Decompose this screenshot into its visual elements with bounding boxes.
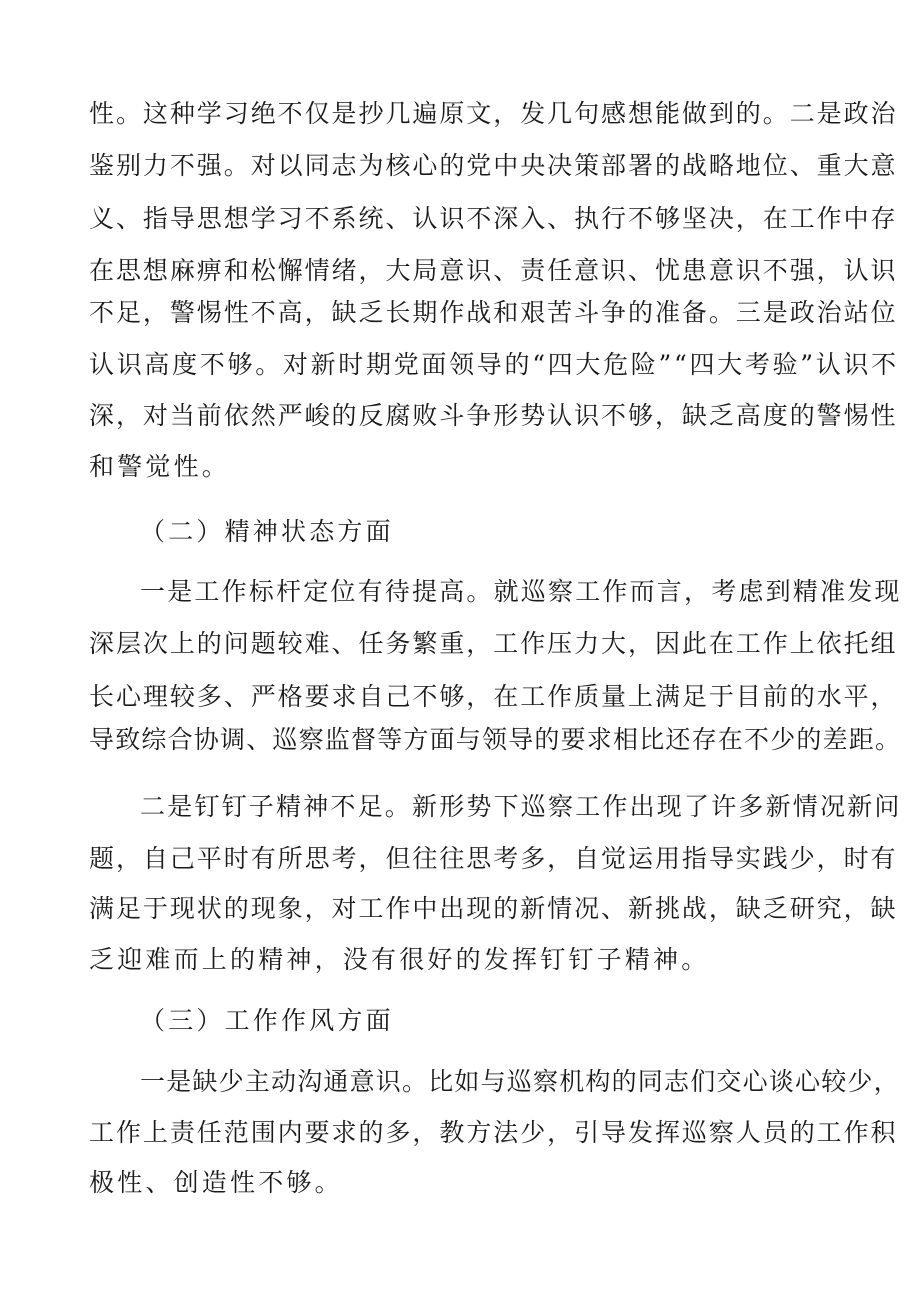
- text-line: 深，对当前依然严峻的反腐败斗争形势认识不够，缺乏高度的警惕性: [89, 401, 898, 430]
- section-heading-work-style: （三）工作作风方面: [140, 1006, 394, 1035]
- text-line: 乏迎难而上的精神，没有很好的发挥钉钉子精神。: [89, 945, 710, 974]
- text-line: 认识高度不够。对新时期党面领导的“四大危险”“四大考验”认识不: [89, 350, 899, 379]
- text-line: 极性、创造性不够。: [89, 1168, 343, 1197]
- section-heading-spirit: （二）精神状态方面: [140, 517, 394, 546]
- text-line: 一是工作标杆定位有待提高。就巡察工作而言，考虑到精准发现: [140, 577, 902, 606]
- text-line: 长心理较多、严格要求自己不够，在工作质量上满足于目前的水平，: [89, 682, 898, 711]
- text-line: 二是钉钉子精神不足。新形势下巡察工作出现了许多新情况新问: [140, 792, 902, 821]
- text-line: 一是缺少主动沟通意识。比如与巡察机构的同志们交心谈心较少，: [140, 1067, 900, 1096]
- text-line: 鉴别力不强。对以同志为核心的党中央决策部署的战略地位、重大意: [89, 151, 898, 180]
- text-line: 义、指导思想学习不系统、认识不深入、执行不够坚决，在工作中存: [89, 204, 898, 233]
- text-line: 题，自己平时有所思考，但往往思考多，自觉运用指导实践少，时有: [89, 844, 898, 873]
- text-line: 和警觉性。: [89, 452, 231, 481]
- text-line: 不足，警惕性不高，缺乏长期作战和艰苦斗争的准备。三是政治站位: [89, 298, 898, 327]
- text-line: 工作上责任范围内要求的多，教方法少，引导发挥巡察人员的工作积: [89, 1118, 898, 1147]
- text-line: 在思想麻痹和松懈情绪，大局意识、责任意识、忧患意识不强，认识: [89, 256, 898, 285]
- text-line: 性。这种学习绝不仅是抄几遍原文，发几句感想能做到的。二是政治: [89, 99, 898, 128]
- text-line: 深层次上的问题较难、任务繁重，工作压力大，因此在工作上依托组: [89, 629, 898, 658]
- text-line: 满足于现状的现象，对工作中出现的新情况、新挑战，缺乏研究，缺: [89, 894, 898, 923]
- text-line: 导致综合协调、巡察监督等方面与领导的要求相比还存在不少的差距。: [89, 725, 902, 754]
